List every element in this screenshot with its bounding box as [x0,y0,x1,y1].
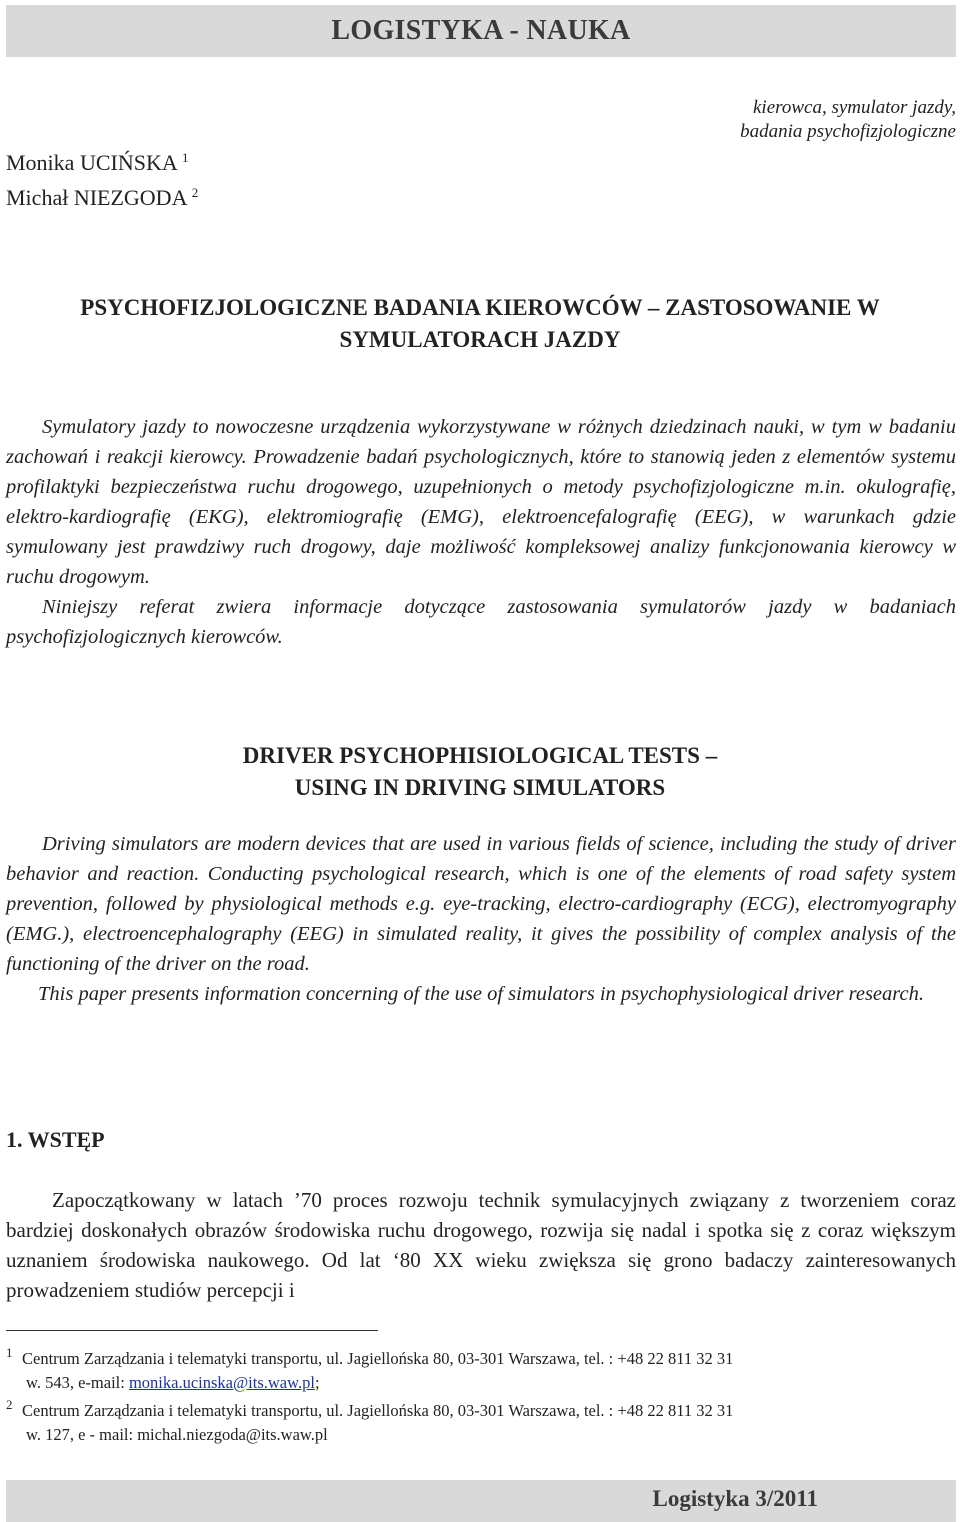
authors [6,143,198,213]
paper-title-en-line-1: DRIVER PSYCHOPHISIOLOGICAL TESTS – [242,743,718,768]
footnote-1-line-2 [22,1371,958,1395]
keywords [536,96,956,144]
abstract-en [6,829,956,1009]
journal-header-bar [6,5,956,57]
author-1-footnote-mark[interactable]: 1 [182,150,189,165]
footnote-1 [6,1347,958,1395]
footnote-2-mark: 2 [6,1397,13,1412]
abstract-pl [6,412,956,652]
footnote-2 [6,1399,958,1447]
abstract-pl-paragraph-2: Niniejszy referat zwiera informacje dotyczące zastosowania symulatorów jazdy w badaniach psychofizjologicznych kierowców. [6,596,956,648]
paper-title-pl-line-1: PSYCHOFIZJOLOGICZNE BADANIA KIEROWCÓW – ZASTOSOWANIE W [80,295,880,320]
author-1-name: Monika UCIŃSKA [6,150,177,175]
footnotes [6,1347,958,1447]
section-heading-introduction: 1. WSTĘP [6,1127,105,1152]
footnote-1-email-prefix: w. 543, e-mail: [26,1373,129,1392]
keywords-line-2: badania psychofizjologiczne [740,121,956,142]
introduction-paragraph-1: Zapoczątkowany w latach ’70 proces rozwoju technik symulacyjnych związany z tworzeniem coraz bardziej doskonałych obrazów środowiska ruchu drogowego, rozwija się nadal i spotka się z coraz większym uznaniem środowiska naukowego. Od lat ‘80 XX wieku zwiększa się grono badaczy zainteresowanych prowadzeniem studiów percepcji i [6,1188,956,1302]
abstract-en-paragraph-2: This paper presents information concerning of the use of simulators in psychophysiological driver research. [38,983,924,1005]
footnote-1-email-link[interactable]: monika.ucinska@its.waw.pl [128,1373,315,1392]
abstract-pl-paragraph-1: Symulatory jazdy to nowoczesne urządzenia wykorzystywane w różnych dziedzinach nauki, w tym w badaniu zachowań i reakcji kierowcy. Prowadzenie badań psychologicznych, które to stanowią jeden z elementów systemu profilaktyki bezpieczeństwa ruchu drogowego, uzupełnionych o metody psychofizjologiczne m.in. okulografię, elektro-kardiografię (EKG), elektromiografię (EMG), elektroencefalografię (EEG), w warunkach gdzie symulowany jest prawdziwy ruch drogowy, daje możliwość kompleksowej analizy funkcjonowania kierowcy w ruchu drogowym. [6,416,956,588]
abstract-en-paragraph-1: Driving simulators are modern devices that are used in various fields of science, including the study of driver behavior and reaction. Conducting psychological research, which is one of the elements of road safety system prevention, followed by physiological methods e.g. eye-tracking, electro-cardiography (ECG), electromyography (EMG.), electroencephalography (EEG) in simulated reality, it gives the possibility of complex analysis of the functioning of the driver on the road. [6,833,956,975]
footnote-separator [6,1330,378,1331]
footnote-1-mark: 1 [6,1345,13,1360]
author-2-footnote-mark[interactable]: 2 [191,185,199,200]
paper-title-en [0,740,960,804]
journal-title: LOGISTYKA - NAUKA [331,15,631,46]
keywords-line-1: kierowca, symulator jazdy, [753,97,956,118]
journal-issue-label: Logistyka 3/2011 [652,1486,818,1511]
paper-title-pl-line-2: SYMULATORACH JAZDY [339,327,621,352]
introduction-body [6,1185,956,1305]
paper-title-en-line-2: USING IN DRIVING SIMULATORS [294,775,666,800]
author-2 [6,178,198,213]
footnote-2-line-1: Centrum Zarządzania i telematyki transportu, ul. Jagiellońska 80, 03-301 Warszawa, tel. : +48 22 811 32 31 [22,1401,734,1420]
footnote-1-suffix: ; [314,1373,320,1392]
paper-title-pl [0,292,960,356]
footnote-2-line-2: w. 127, e - mail: michal.niezgoda@its.waw.pl [26,1425,328,1444]
journal-footer-bar [6,1480,956,1522]
author-1 [6,143,198,178]
author-2-name: Michał NIEZGODA [6,185,187,210]
footnote-1-line-1: Centrum Zarządzania i telematyki transportu, ul. Jagiellońska 80, 03-301 Warszawa, tel. : +48 22 811 32 31 [22,1349,734,1368]
